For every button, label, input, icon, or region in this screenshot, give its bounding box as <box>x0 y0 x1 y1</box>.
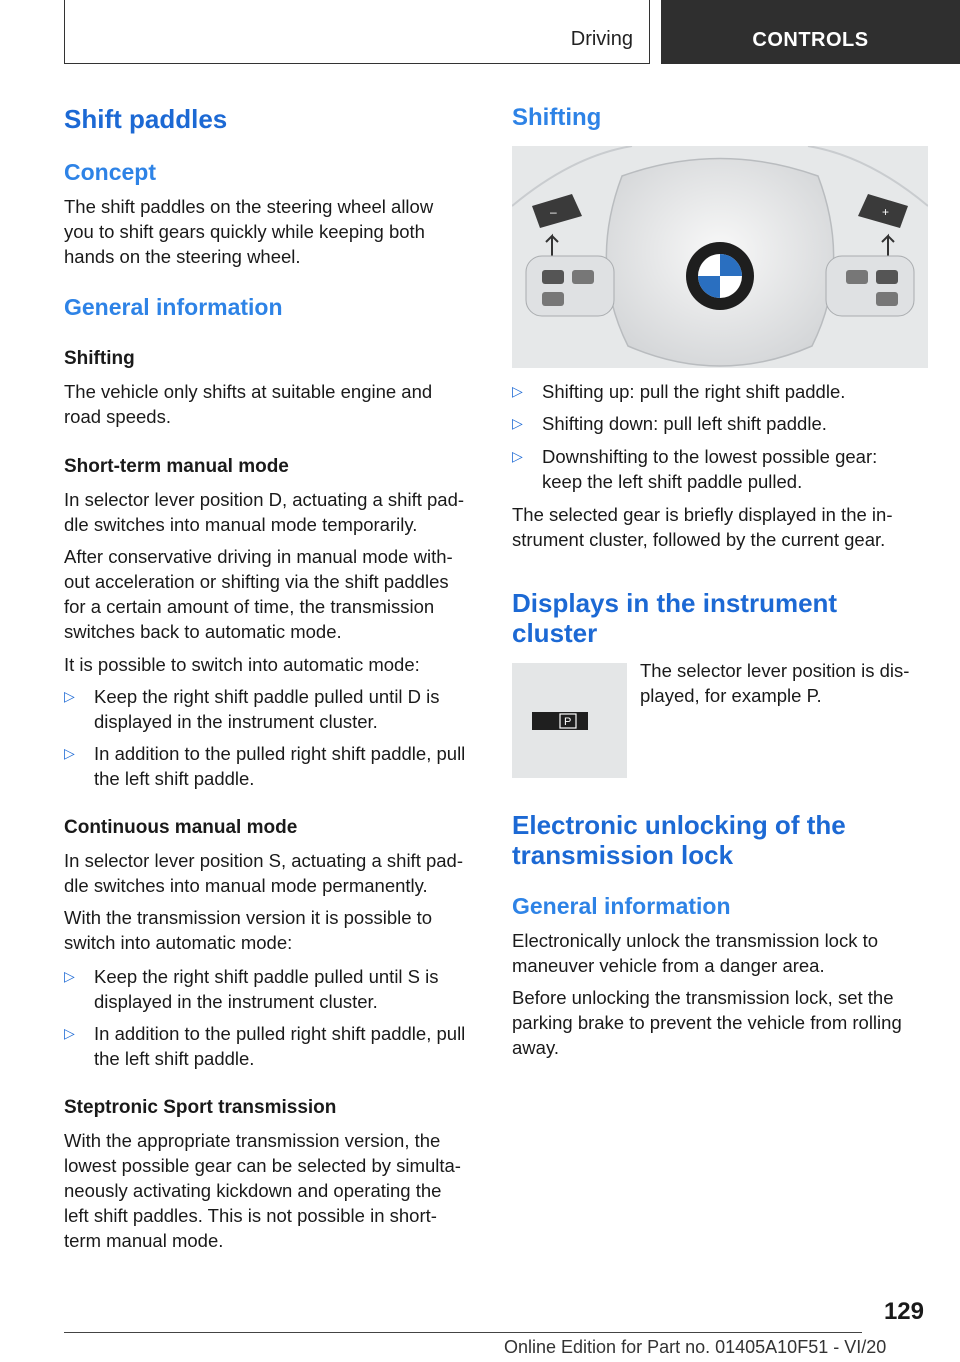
text-line: Downshifting to the lowest possible gear: <box>542 446 878 467</box>
triangle-right-outline-icon: ▷ <box>64 1025 75 1041</box>
text-line: In addition to the pulled right shift paddle, pull <box>94 743 466 764</box>
page-number: 129 <box>883 1298 924 1325</box>
text-line: dle switches into manual mode temporarily. <box>64 514 418 535</box>
footer-edition: Online Edition for Part no. 01405A10F51 - VI/20 <box>504 1337 887 1357</box>
unlock-general-heading: General information <box>512 893 731 919</box>
steering-wheel-illustration <box>512 146 928 368</box>
general-info-heading: General information <box>64 294 283 320</box>
text-line: The shift paddles on the steering wheel allow <box>64 196 434 217</box>
text-line: parking brake to prevent the vehicle from rolling <box>512 1012 902 1033</box>
paddle-minus-label: – <box>550 205 557 219</box>
bullet-item <box>64 684 484 734</box>
footer-divider <box>64 1332 862 1333</box>
short-term-text-1 <box>64 487 484 537</box>
shifting-subheading: Shifting <box>64 348 135 369</box>
text-line: the left shift paddle. <box>94 768 255 789</box>
text-line: Electronically unlock the transmission lock to <box>512 930 879 951</box>
steptronic-heading: Steptronic Sport transmission <box>64 1097 337 1118</box>
selector-position-display-image <box>512 663 627 778</box>
displays-heading <box>512 588 837 648</box>
text-line: displayed in the instrument cluster. <box>94 711 378 732</box>
unlock-heading <box>512 810 846 870</box>
bullet-item <box>64 964 484 1014</box>
text-line: transmission lock <box>512 840 734 870</box>
text-line: With the appropriate transmission version, the <box>64 1130 441 1151</box>
shifting-text <box>64 379 484 429</box>
continuous-text-2 <box>64 905 484 955</box>
gear-indicator-letter: P <box>564 716 572 728</box>
text-line: In addition to the pulled right shift paddle, pull <box>94 1023 466 1044</box>
text-line: you to shift gears quickly while keeping both <box>64 221 425 242</box>
continuous-text-1 <box>64 848 484 898</box>
text-line: neously activating kickdown and operating the <box>64 1180 442 1201</box>
concept-text <box>64 194 484 269</box>
text-line: Shifting up: pull the right shift paddle. <box>542 381 846 402</box>
short-term-heading: Short-term manual mode <box>64 456 289 477</box>
text-line: for a certain amount of time, the transmission <box>64 596 435 617</box>
triangle-right-outline-icon: ▷ <box>512 383 523 399</box>
shifting-right-text <box>512 502 932 552</box>
bullet-item <box>512 444 932 494</box>
text-line: keep the left shift paddle pulled. <box>542 471 803 492</box>
text-line: lowest possible gear can be selected by simulta- <box>64 1155 461 1176</box>
header-section: Driving <box>570 28 633 50</box>
text-line: Displays in the instrument <box>512 588 838 618</box>
text-line: strument cluster, followed by the current gear. <box>512 529 886 550</box>
text-line: Keep the right shift paddle pulled until S is <box>94 966 439 987</box>
text-line: away. <box>512 1037 559 1058</box>
text-line: out acceleration or shifting via the shift paddles <box>64 571 449 592</box>
steering-wheel-icon <box>512 146 928 368</box>
text-line: The selector lever position is dis- <box>640 660 910 681</box>
text-line: Keep the right shift paddle pulled until D is <box>94 686 440 707</box>
text-line: Electronic unlocking of the <box>512 810 846 840</box>
text-line: displayed in the instrument cluster. <box>94 991 378 1012</box>
triangle-right-outline-icon: ▷ <box>64 745 75 761</box>
triangle-right-outline-icon: ▷ <box>512 415 523 431</box>
paddle-plus-label: + <box>882 205 890 219</box>
bullet-item <box>64 741 484 791</box>
text-line: In selector lever position D, actuating a shift pad- <box>64 489 465 510</box>
text-line: In selector lever position S, actuating a shift pad- <box>64 850 463 871</box>
text-line: dle switches into manual mode permanently. <box>64 875 428 896</box>
text-line: switch into automatic mode: <box>64 932 293 953</box>
text-line: With the transmission version it is possible to <box>64 907 433 928</box>
text-line: road speeds. <box>64 406 171 427</box>
bullet-item <box>512 411 932 436</box>
text-line: Before unlocking the transmission lock, set the <box>512 987 894 1008</box>
text-line: left shift paddles. This is not possible in short- <box>64 1205 437 1226</box>
concept-heading: Concept <box>64 159 156 185</box>
text-line: The selected gear is briefly displayed in the in- <box>512 504 893 525</box>
continuous-heading: Continuous manual mode <box>64 817 298 838</box>
text-line: played, for example P. <box>640 685 822 706</box>
triangle-right-outline-icon: ▷ <box>512 448 523 464</box>
text-line: term manual mode. <box>64 1230 224 1251</box>
text-line: switches back to automatic mode. <box>64 621 342 642</box>
gear-p-display-icon <box>512 663 627 778</box>
unlock-text-2 <box>512 985 932 1060</box>
text-line: The vehicle only shifts at suitable engine and <box>64 381 433 402</box>
text-line: hands on the steering wheel. <box>64 246 301 267</box>
unlock-text-1 <box>512 928 932 978</box>
header-section-tab <box>64 0 650 64</box>
text-line: maneuver vehicle from a danger area. <box>512 955 825 976</box>
bullet-item <box>64 1021 484 1071</box>
bullet-item <box>512 379 932 404</box>
steptronic-text <box>64 1128 484 1253</box>
header-chapter: CONTROLS <box>752 29 869 51</box>
text-line: Shifting down: pull left shift paddle. <box>542 413 827 434</box>
page-title: Shift paddles <box>64 104 228 134</box>
triangle-right-outline-icon: ▷ <box>64 688 75 704</box>
header-chapter-tab <box>661 0 960 64</box>
text-line: After conservative driving in manual mode with- <box>64 546 453 567</box>
text-line: It is possible to switch into automatic mode: <box>64 654 420 675</box>
text-line: cluster <box>512 618 598 648</box>
triangle-right-outline-icon: ▷ <box>64 968 75 984</box>
displays-text <box>640 658 940 708</box>
shifting-heading: Shifting <box>512 104 602 131</box>
text-line: the left shift paddle. <box>94 1048 255 1069</box>
short-term-text-2 <box>64 544 484 644</box>
short-term-text-3 <box>64 652 484 677</box>
